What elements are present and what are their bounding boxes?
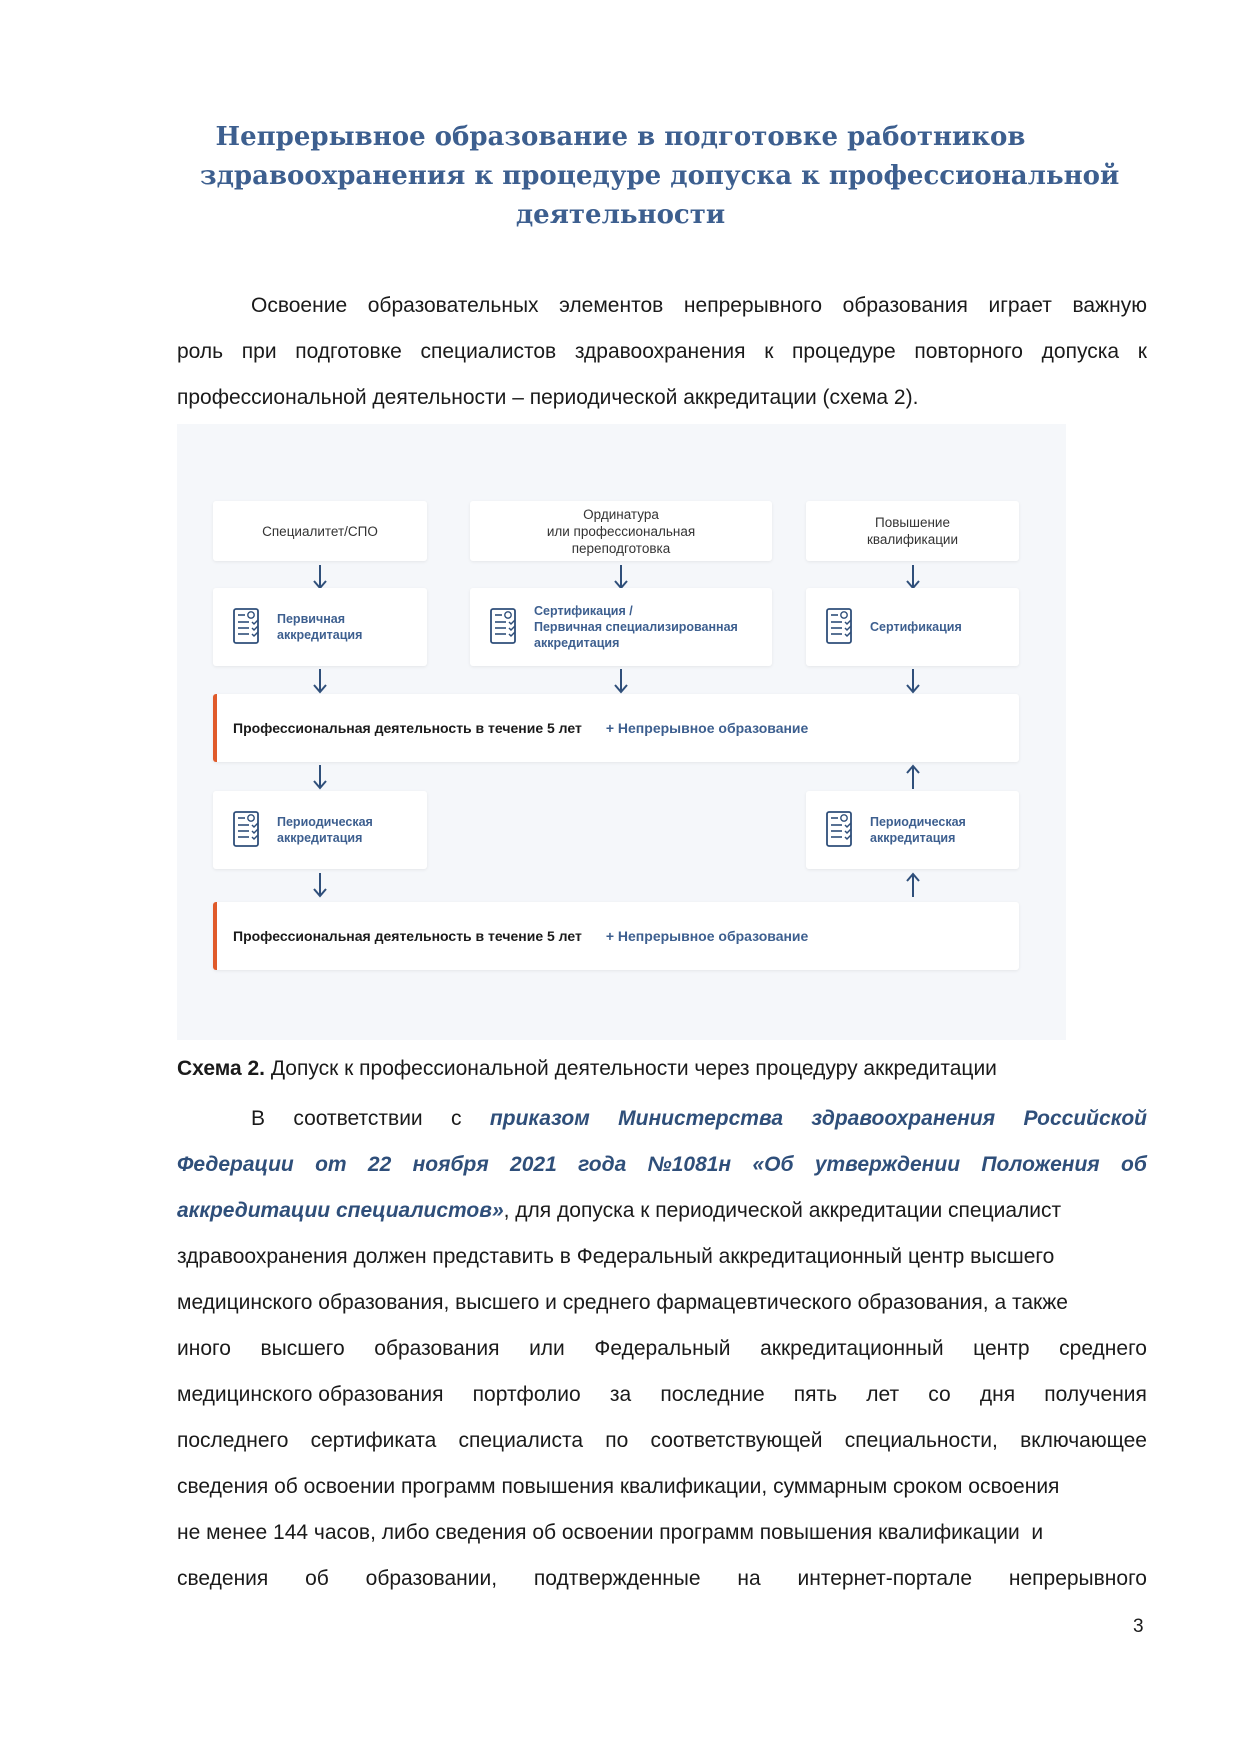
main-paragraph xyxy=(177,1096,1147,1602)
word: образования xyxy=(842,294,968,317)
order-link[interactable]: 22 xyxy=(367,1153,392,1176)
text-line: медицинского образования, высшего и среднего фармацевтического образования, а также xyxy=(177,1291,1068,1314)
order-link[interactable]: 2021 xyxy=(510,1153,557,1176)
order-link[interactable]: утверждении xyxy=(814,1153,961,1176)
professional-activity-bar: Профессиональная деятельность в течение 5 лет + Непрерывное образование xyxy=(213,694,1019,762)
title-line: деятельности xyxy=(515,200,726,230)
step-periodic-accreditation-left: Периодическая аккредитация xyxy=(213,791,427,869)
step-primary-accreditation: Первичная аккредитация xyxy=(213,588,427,666)
order-link[interactable]: аккредитации специалистов» xyxy=(177,1199,504,1222)
arrow-down-icon xyxy=(905,668,921,694)
arrow-down-icon xyxy=(905,564,921,590)
page-title xyxy=(200,118,1120,235)
order-link[interactable]: об xyxy=(1121,1153,1147,1176)
word: здравоохранения xyxy=(574,340,746,363)
text-line xyxy=(177,283,1147,329)
text-line: здравоохранения должен представить в Федеральный аккредитационный центр высшего xyxy=(177,1245,1055,1268)
word: непрерывного xyxy=(683,294,823,317)
caption-label: Схема 2. xyxy=(177,1057,266,1080)
order-link[interactable]: приказом xyxy=(489,1107,590,1130)
arrow-down-icon xyxy=(613,564,629,590)
order-link[interactable]: ноября xyxy=(412,1153,489,1176)
order-link[interactable]: №1081н xyxy=(647,1153,732,1176)
document-checklist-icon xyxy=(824,607,856,647)
word: повторного xyxy=(914,340,1023,363)
text-line: В соответствии с приказом Министерства здравоохранения Российской xyxy=(177,1096,1147,1142)
arrow-up-icon xyxy=(905,764,921,790)
order-link[interactable]: Федерации xyxy=(177,1153,294,1176)
arrow-down-icon xyxy=(613,668,629,694)
text-line: последнего сертификата специалиста по соответствующей специальности, включающее xyxy=(177,1429,1147,1452)
text-line: не менее 144 часов, либо сведения об освоении программ повышения квалификации и xyxy=(177,1521,1044,1544)
intro-paragraph xyxy=(177,283,1147,421)
title-line: здравоохранения к процедуре допуска к профессиональной xyxy=(200,161,1120,191)
text-line: сведения об освоении программ повышения квалификации, суммарным сроком освоения xyxy=(177,1475,1060,1498)
word: подготовке xyxy=(295,340,402,363)
order-link[interactable]: Российской xyxy=(1023,1107,1147,1130)
accreditation-diagram xyxy=(177,424,1066,1040)
word: роль xyxy=(177,340,224,363)
order-link[interactable]: от xyxy=(315,1153,347,1176)
word: при xyxy=(241,340,277,363)
page-number: 3 xyxy=(1133,1616,1144,1637)
head-qualification: Повышение квалификации xyxy=(806,501,1019,561)
word: процедуре xyxy=(792,340,896,363)
order-link[interactable]: Министерства xyxy=(618,1107,784,1130)
text-line: аккредитации специалистов» , для допуска к периодической аккредитации специалист xyxy=(177,1188,1147,1234)
arrow-up-icon xyxy=(905,872,921,898)
word: важную xyxy=(1072,294,1147,317)
document-checklist-icon xyxy=(231,607,263,647)
word: к xyxy=(1137,340,1147,363)
text-line: иного высшего образования или Федеральный аккредитационный центр среднего xyxy=(177,1337,1147,1360)
word: элементов xyxy=(559,294,664,317)
document-checklist-icon xyxy=(231,810,263,850)
arrow-down-icon xyxy=(312,668,328,694)
step-certification: Сертификация xyxy=(806,588,1019,666)
figure-caption xyxy=(177,1052,997,1086)
document-checklist-icon xyxy=(488,607,520,647)
order-link[interactable]: здравоохранения xyxy=(811,1107,996,1130)
order-link[interactable]: Положения xyxy=(981,1153,1100,1176)
title-line: Непрерывное образование в подготовке работников xyxy=(215,122,1026,152)
document-checklist-icon xyxy=(824,810,856,850)
head-specialist: Специалитет/СПО xyxy=(213,501,427,561)
head-residency: Ординатура или профессиональная переподготовка xyxy=(470,501,772,561)
text-line xyxy=(177,329,1147,375)
word: образовательных xyxy=(367,294,539,317)
text-line: медицинского образования портфолио за последние пять лет со дня получения xyxy=(177,1383,1147,1406)
arrow-down-icon xyxy=(312,764,328,790)
word: Освоение xyxy=(251,294,348,317)
text-line: сведения об образовании, подтвержденные на интернет-портале непрерывного xyxy=(177,1567,1147,1590)
word: играет xyxy=(988,294,1052,317)
word: допуска xyxy=(1041,340,1120,363)
arrow-down-icon xyxy=(312,564,328,590)
order-link[interactable]: года xyxy=(578,1153,627,1176)
arrow-down-icon xyxy=(312,872,328,898)
caption-text: Допуск к профессиональной деятельности через процедуру аккредитации xyxy=(265,1057,997,1080)
order-link[interactable]: «Об xyxy=(752,1153,794,1176)
professional-activity-bar: Профессиональная деятельность в течение 5 лет + Непрерывное образование xyxy=(213,902,1019,970)
step-periodic-accreditation-right: Периодическая аккредитация xyxy=(806,791,1019,869)
word: специалистов xyxy=(420,340,557,363)
text-line: профессиональной деятельности – периодической аккредитации (схема 2). xyxy=(177,386,919,409)
text-line xyxy=(177,1142,1147,1188)
step-certification-specialized: Сертификация / Первичная специализированная аккредитация xyxy=(470,588,772,666)
word: к xyxy=(764,340,774,363)
